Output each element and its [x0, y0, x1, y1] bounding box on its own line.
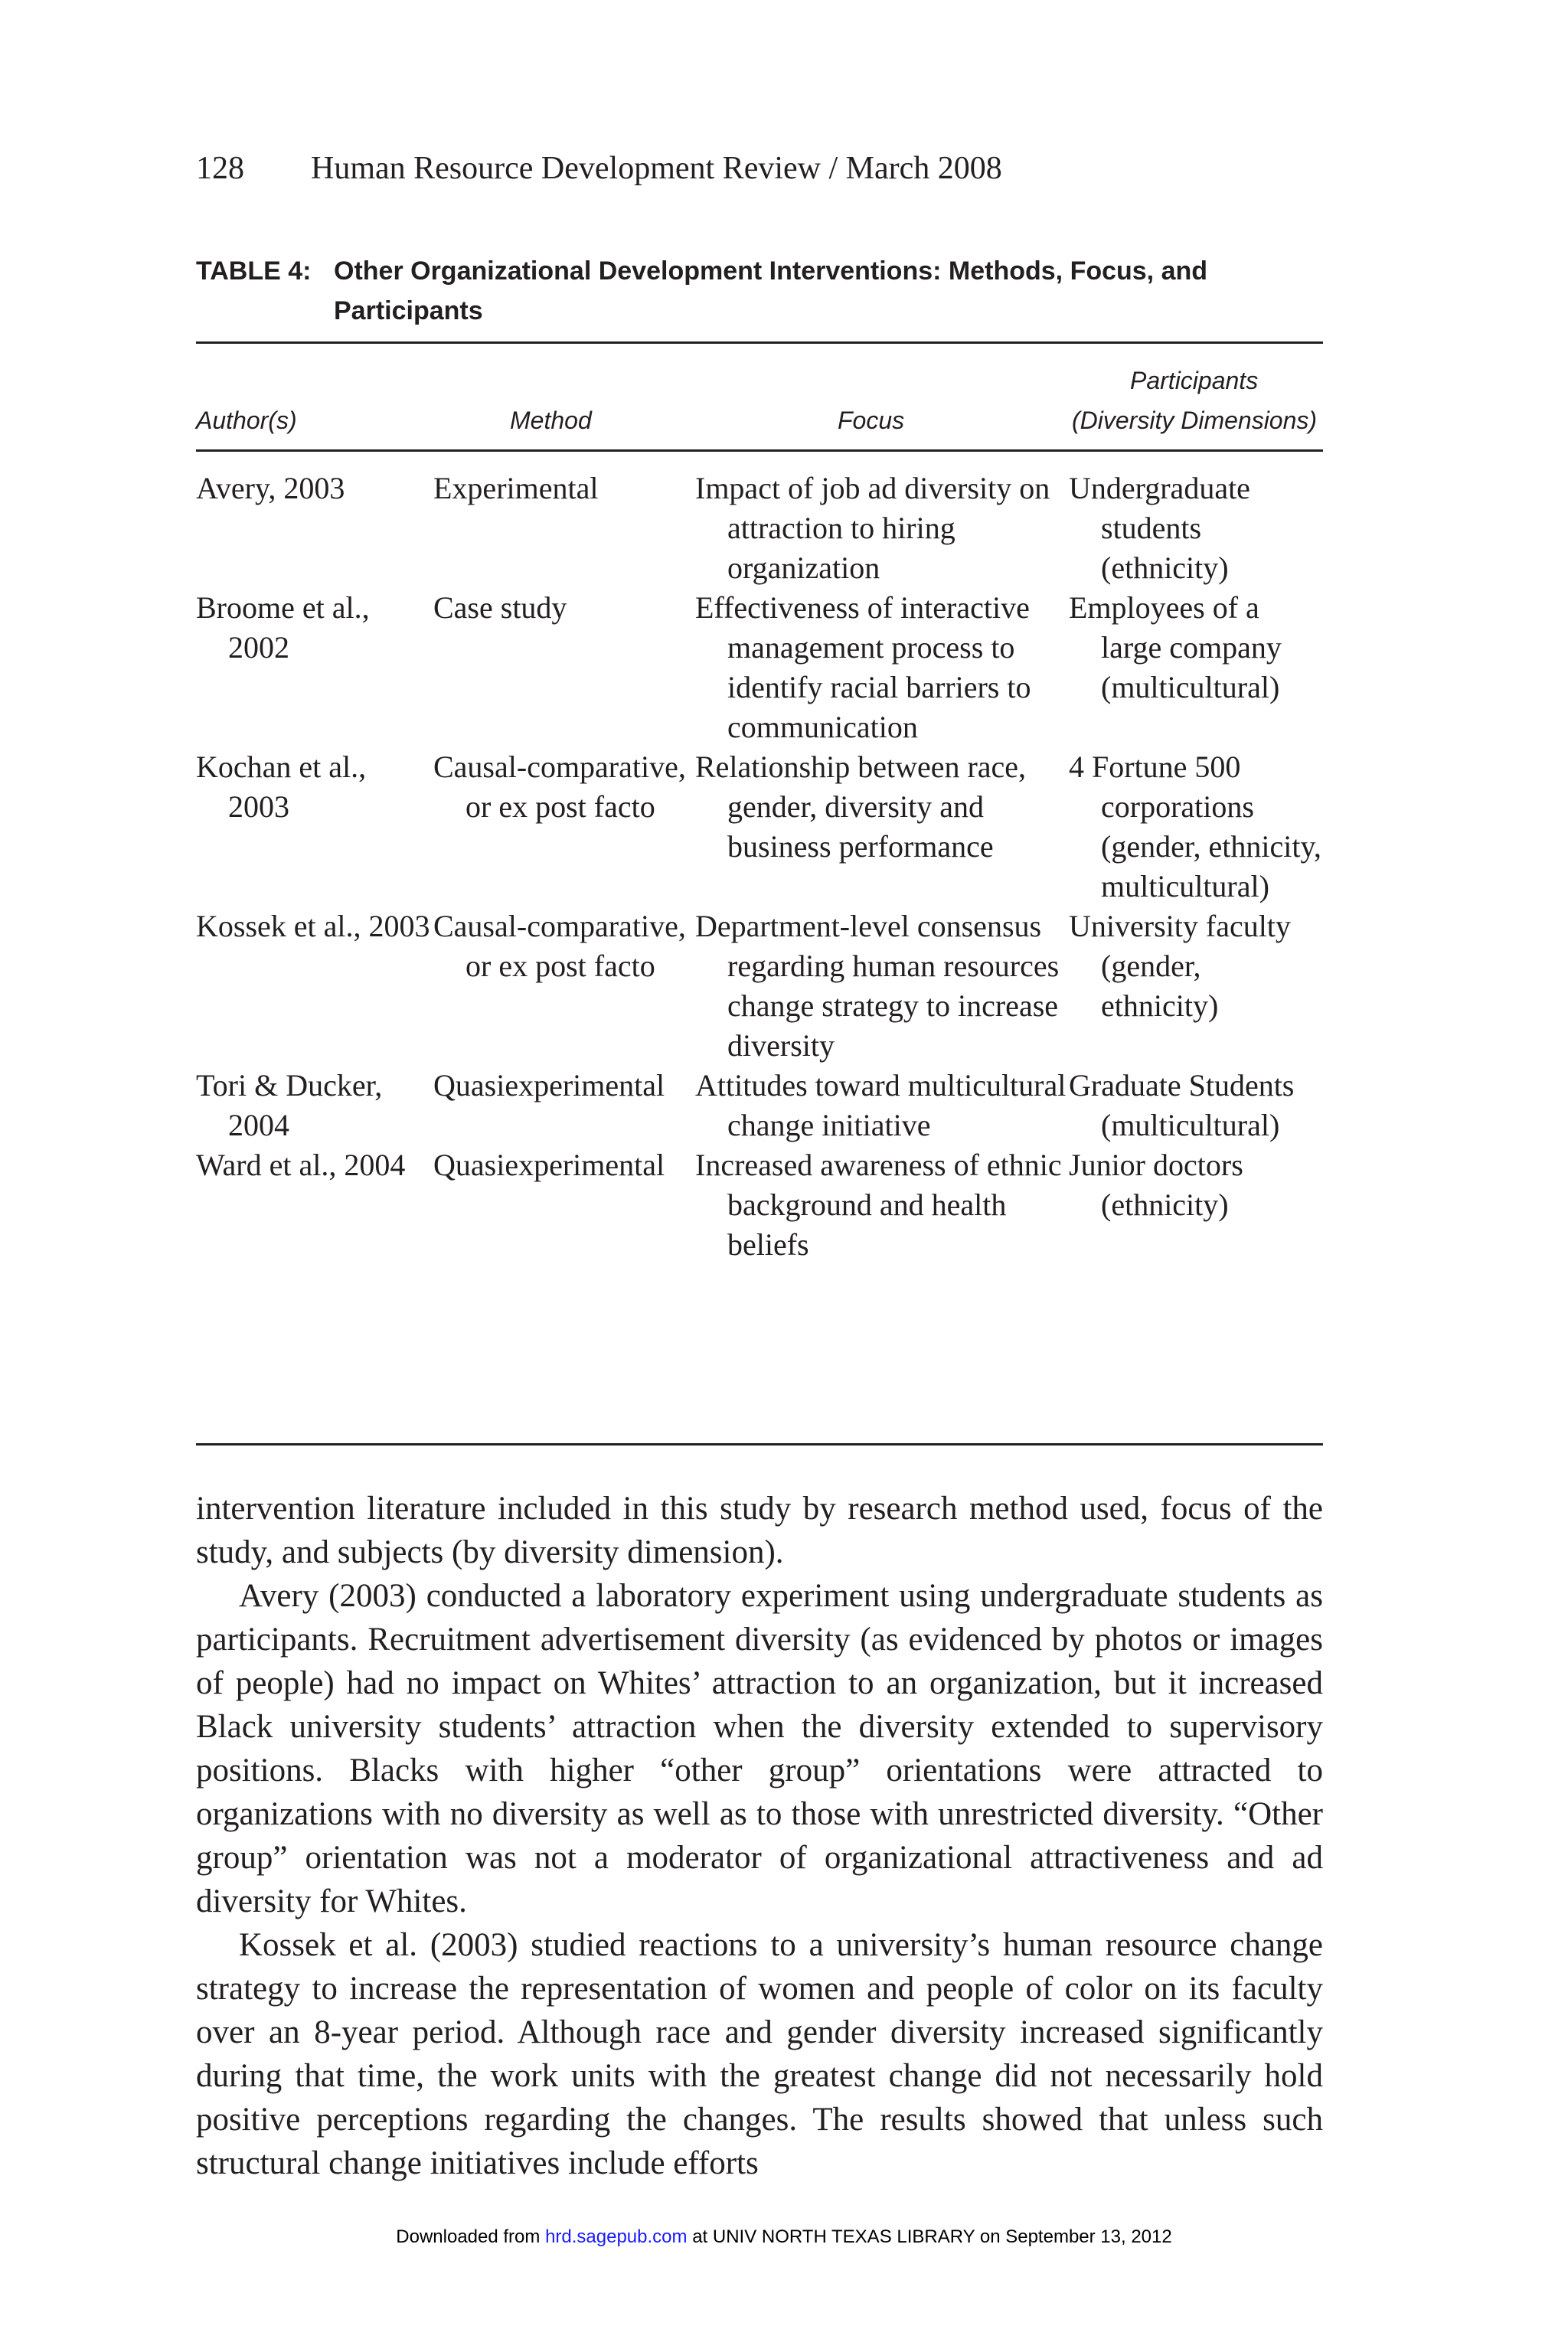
cell-participants — [1069, 1066, 1323, 1145]
cell-author — [196, 469, 433, 588]
table-row — [196, 588, 1323, 747]
paragraph: Avery (2003) conducted a laboratory experiment using undergraduate students as participants. Recruitment advertisement diversity (as evidenced by photos or images of people) had no impact on Whites’ attraction to an organization, but it increased Black university students’ attraction when the diversity extended to supervisory positions. Blacks with higher “other group” orientations were attracted to organizations with no diversity as well as to those with unrestricted diversity. “Other group” orientation was not a moderator of organizational attractiveness and ad diversity for Whites. — [196, 1578, 1323, 1919]
method-text: Case study — [433, 590, 567, 625]
cell-focus — [695, 1066, 1069, 1145]
method-text: Causal-comparative, or ex post facto — [433, 909, 686, 983]
cell-focus — [695, 588, 1069, 747]
focus-text: Effectiveness of interactive management process to identify racial barriers to communication — [695, 590, 1031, 744]
table-row — [196, 1145, 1323, 1265]
table-bottom-rule — [196, 1443, 1323, 1446]
footer-prefix: Downloaded from — [396, 2226, 541, 2247]
cell-participants — [1069, 588, 1323, 747]
method-text: Quasiexperimental — [433, 1068, 665, 1102]
participants-text: Undergraduate students (ethnicity) — [1069, 471, 1250, 585]
cell-author — [196, 906, 433, 1066]
table-header-rule — [196, 449, 1323, 452]
page-number: 128 — [196, 151, 244, 186]
method-text: Experimental — [433, 471, 599, 505]
table-title: Other Organizational Development Interventions: Methods, Focus, and Participants — [334, 256, 1208, 325]
cell-author — [196, 747, 433, 906]
download-footer — [0, 2226, 1568, 2248]
author-text: Ward et al., 2004 — [196, 1148, 406, 1182]
footer-link[interactable]: hrd.sagepub.com — [545, 2226, 688, 2247]
cell-method — [433, 588, 695, 747]
participants-text: Employees of a large company (multicultural) — [1069, 590, 1282, 704]
cell-focus — [695, 1145, 1069, 1265]
cell-focus — [695, 469, 1069, 588]
cell-method — [433, 747, 695, 906]
cell-participants — [1069, 469, 1323, 588]
cell-author — [196, 1145, 433, 1265]
cell-author — [196, 1066, 433, 1145]
table-row — [196, 747, 1323, 906]
method-text: Causal-comparative, or ex post facto — [433, 750, 686, 824]
focus-text: Attitudes toward multicultural change initiative — [695, 1068, 1067, 1142]
author-text: Tori & Ducker, 2004 — [196, 1068, 383, 1142]
header-focus: Focus — [838, 407, 905, 434]
table-row — [196, 1066, 1323, 1145]
focus-text: Impact of job ad diversity on attraction to hiring organization — [695, 471, 1050, 585]
author-text: Avery, 2003 — [196, 471, 345, 505]
author-text: Kossek et al., 2003 — [196, 909, 430, 943]
table-label: TABLE 4: — [196, 256, 312, 286]
header-participants: Participants — [1130, 367, 1259, 394]
focus-text: Increased awareness of ethnic background and health beliefs — [695, 1148, 1062, 1262]
footer-suffix: at UNIV NORTH TEXAS LIBRARY on September 13, 2012 — [692, 2226, 1172, 2247]
cell-method — [433, 1145, 695, 1265]
focus-text: Department-level consensus regarding human resources change strategy to increase diversity — [695, 909, 1060, 1063]
method-text: Quasiexperimental — [433, 1148, 665, 1182]
cell-author — [196, 588, 433, 747]
paragraph: Kossek et al. (2003) studied reactions to a university’s human resource change strategy to increase the representation of women and people of color on its faculty over an 8-year period. Although race and gender diversity increased significantly during that time, the work units with the greatest change did not necessarily hold positive perceptions regarding the changes. The results showed that unless such structural change initiatives include efforts — [196, 1927, 1323, 2181]
interventions-table — [196, 469, 1323, 1265]
cell-focus — [695, 906, 1069, 1066]
participants-text: Graduate Students (multicultural) — [1069, 1068, 1295, 1142]
header-diversity-dimensions: (Diversity Dimensions) — [1072, 407, 1318, 434]
running-head — [196, 150, 1002, 187]
header-method: Method — [510, 407, 592, 434]
cell-focus — [695, 747, 1069, 906]
table-row — [196, 906, 1323, 1066]
body-text — [196, 1487, 1323, 2185]
participants-text: University faculty (gender, ethnicity) — [1069, 909, 1291, 1023]
cell-method — [433, 906, 695, 1066]
participants-text: 4 Fortune 500 corporations (gender, ethnicity, multicultural) — [1069, 750, 1321, 903]
author-text: Kochan et al., 2003 — [196, 750, 367, 824]
cell-participants — [1069, 1145, 1323, 1265]
author-text: Broome et al., 2002 — [196, 590, 370, 665]
cell-participants — [1069, 747, 1323, 906]
header-author: Author(s) — [196, 407, 297, 434]
journal-title: Human Resource Development Review / March 2008 — [311, 151, 1002, 186]
cell-method — [433, 469, 695, 588]
cell-participants — [1069, 906, 1323, 1066]
table-caption — [196, 251, 1329, 331]
cell-method — [433, 1066, 695, 1145]
table-row — [196, 469, 1323, 588]
focus-text: Relationship between race, gender, diversity and business performance — [695, 750, 1027, 864]
participants-text: Junior doctors (ethnicity) — [1069, 1148, 1243, 1222]
paragraph: intervention literature included in this study by research method used, focus of the study, and subjects (by diversity dimension). — [196, 1491, 1323, 1570]
table-top-rule — [196, 341, 1323, 344]
